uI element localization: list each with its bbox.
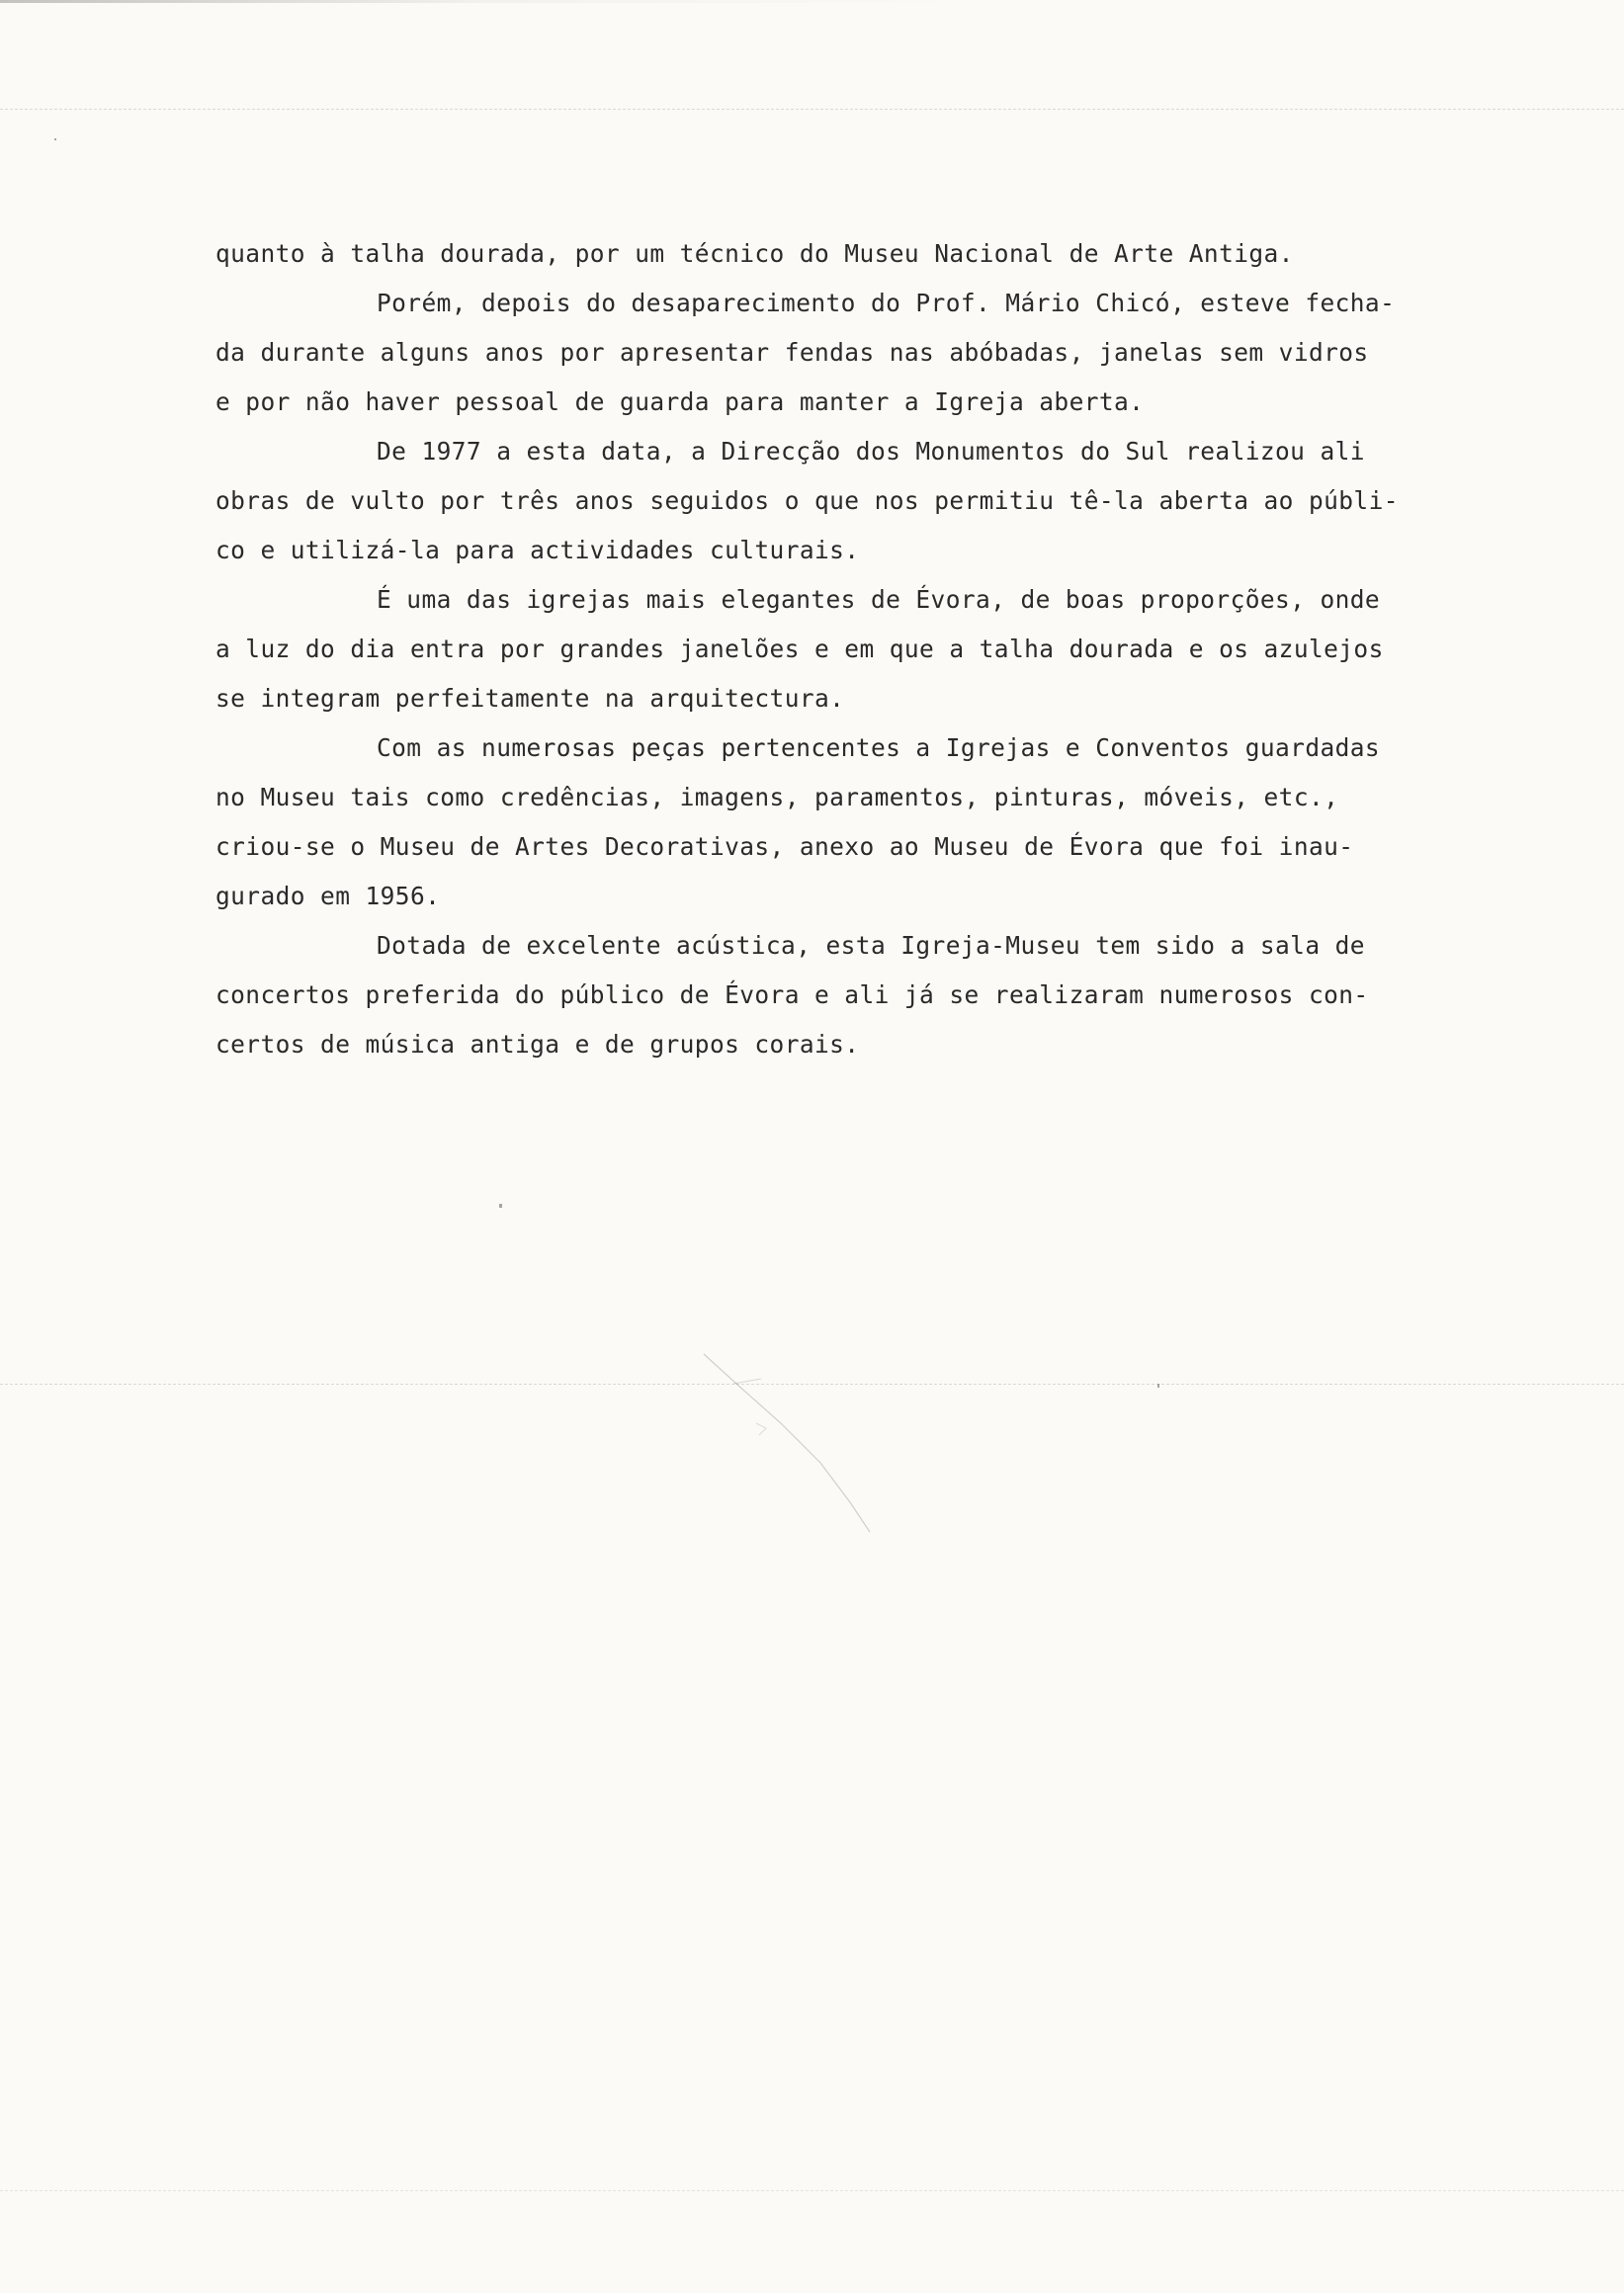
ink-speck: [1157, 1384, 1159, 1388]
text-line: criou-se o Museu de Artes Decorativas, anexo ao Museu de Évora que foi inau-: [215, 832, 1354, 861]
fold-line-bottom: [0, 2190, 1624, 2191]
text-line: e por não haver pessoal de guarda para manter a Igreja aberta.: [215, 387, 1145, 416]
text-line: É uma das igrejas mais elegantes de Évora, de boas proporções, onde: [377, 585, 1381, 614]
text-line: Com as numerosas peças pertencentes a Igrejas e Conventos guardadas: [377, 733, 1381, 762]
text-line: concertos preferida do público de Évora e ali já se realizaram numerosos con-: [215, 980, 1369, 1009]
text-line: obras de vulto por três anos seguidos o que nos permitiu tê-la aberta ao públi-: [215, 486, 1399, 515]
text-line: De 1977 a esta data, a Direcção dos Monumentos do Sul realizou ali: [377, 437, 1365, 466]
text-line: da durante alguns anos por apresentar fendas nas abóbadas, janelas sem vidros: [215, 338, 1369, 367]
text-line: gurado em 1956.: [215, 882, 441, 910]
fold-line-top: [0, 109, 1624, 110]
text-line: a luz do dia entra por grandes janelões e em que a talha dourada e os azulejos: [215, 635, 1384, 663]
text-line: co e utilizá-la para actividades culturais.: [215, 536, 860, 564]
text-line: Dotada de excelente acústica, esta Igreja-Museu tem sido a sala de: [377, 931, 1365, 960]
text-line: certos de música antiga e de grupos corais.: [215, 1030, 860, 1059]
ink-speck: [54, 138, 56, 140]
body-text: [215, 229, 1520, 1069]
page-edge-shadow: [0, 0, 1624, 3]
text-line: se integram perfeitamente na arquitectura.: [215, 684, 845, 713]
fold-line-middle: [0, 1384, 1624, 1385]
text-line: Porém, depois do desaparecimento do Prof. Mário Chicó, esteve fecha-: [377, 289, 1396, 317]
ink-speck: [499, 1204, 502, 1208]
text-line: quanto à talha dourada, por um técnico do Museu Nacional de Arte Antiga.: [215, 239, 1294, 268]
text-line: no Museu tais como credências, imagens, paramentos, pinturas, móveis, etc.,: [215, 783, 1339, 811]
